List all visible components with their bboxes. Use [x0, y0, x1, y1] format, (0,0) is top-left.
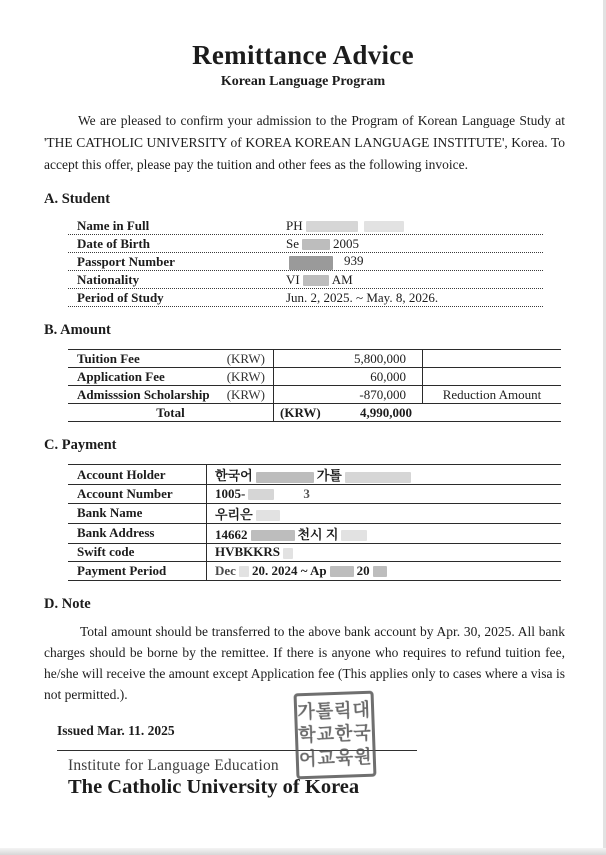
university-name: The Catholic University of Korea — [68, 775, 360, 798]
field-value-swift-code — [207, 543, 562, 562]
field-label-dob: Date of Birth — [77, 235, 150, 251]
field-label-bank-address: Bank Address — [68, 523, 207, 543]
value-text: 한국어 — [215, 468, 253, 483]
redaction-box — [341, 530, 367, 541]
value-text: 14662 — [215, 526, 248, 542]
field-value-bank-name — [207, 503, 562, 523]
section-heading-payment: C. Payment — [44, 437, 117, 453]
redaction-box — [306, 221, 358, 232]
fee-note: Reduction Amount — [423, 386, 562, 404]
value-text: AM — [331, 271, 353, 287]
table-row — [68, 543, 561, 562]
university-seal-stamp — [294, 691, 377, 780]
field-label-bank-name: Bank Name — [68, 503, 207, 523]
field-value-nationality — [286, 272, 543, 288]
value-text: Se — [286, 235, 299, 251]
amount-table — [68, 349, 561, 422]
field-value-payment-period — [207, 562, 562, 581]
table-row — [68, 368, 561, 386]
table-row — [68, 523, 561, 543]
field-value-bank-address — [207, 523, 562, 543]
field-value-name — [286, 218, 543, 234]
redaction-box — [248, 489, 274, 500]
redaction-box — [345, 472, 411, 483]
redaction-box — [373, 566, 387, 577]
page-title: Remittance Advice — [192, 40, 414, 70]
value-text: VI — [286, 271, 300, 287]
scan-edge-bottom — [0, 848, 606, 855]
redaction-box — [251, 530, 295, 541]
value-text: 2005 — [333, 235, 359, 251]
value-text: 3 — [303, 485, 310, 501]
table-row — [68, 289, 543, 307]
fee-note — [423, 368, 562, 386]
value-text: Dec — [215, 562, 236, 578]
seal-text-line: 어교육원 — [298, 746, 373, 769]
field-value-period-of-study: Jun. 2, 2025. ~ May. 8, 2026. — [286, 289, 439, 305]
redaction-box — [330, 566, 354, 577]
table-row — [68, 235, 543, 253]
field-label-period-of-study: Period of Study — [77, 289, 164, 305]
value-text: 20 — [356, 562, 370, 578]
fee-value: 5,800,000 — [274, 350, 423, 368]
redaction-box — [256, 472, 314, 483]
field-value-account-number — [207, 485, 562, 504]
section-heading-amount: B. Amount — [44, 322, 111, 338]
fee-label: Application Fee — [77, 368, 165, 384]
field-label-name: Name in Full — [77, 217, 150, 233]
table-row — [68, 350, 561, 368]
intro-paragraph: We are pleased to confirm your admission to the Program of Korean Language Study at 'THE CATHOLIC UNIVERSITY of KOREA KOREAN LANGUAGE INSTITUTE', Korea. To accept this offer, please pay the tuition and other fees as the following invoice. — [44, 113, 565, 172]
value-text: 천시 지 — [297, 526, 339, 542]
value-text: 가톨 — [316, 468, 342, 483]
value-text: 우리은 — [215, 506, 253, 522]
seal-text-line: 가톨릭대 — [297, 699, 372, 723]
fee-label: Admisssion Scholarship — [77, 386, 210, 402]
table-row — [68, 386, 561, 404]
total-label: Total — [68, 404, 274, 422]
redaction-box — [303, 275, 329, 286]
redaction-box — [256, 510, 280, 521]
table-row-total — [68, 404, 561, 422]
seal-text-line: 학교한국 — [297, 723, 373, 746]
field-value-dob — [286, 236, 543, 252]
institute-name: Institute for Language Education — [68, 756, 279, 774]
payment-table — [68, 464, 561, 581]
value-text: 20. 2024 ~ Ap — [251, 562, 327, 578]
currency-label: (KRW) — [280, 404, 321, 420]
value-text: HVBKKRS — [215, 544, 281, 560]
field-value-passport — [286, 253, 543, 269]
note-paragraph: Total amount should be transferred to the above bank account by Apr. 30, 2025. All bank charges should be borne by the remittee. If there is anyone who requires to refund tuition fee, he/she will receive the amount except Application fee (This applies only to cases where a visa is not permitted.). — [44, 623, 565, 702]
currency-label: (KRW) — [226, 368, 265, 384]
section-heading-student: A. Student — [44, 191, 111, 207]
table-row — [68, 271, 543, 289]
table-row — [68, 562, 561, 581]
field-label-swift-code: Swift code — [68, 543, 207, 562]
total-value: 4,990,000 — [360, 404, 412, 420]
field-label-account-number: Account Number — [68, 485, 207, 504]
redaction-box — [289, 256, 333, 270]
page-subtitle: Korean Language Program — [220, 74, 386, 89]
fee-value: 60,000 — [274, 368, 423, 386]
redaction-box — [302, 239, 330, 250]
redaction-box — [364, 221, 404, 232]
table-row — [68, 485, 561, 504]
field-value-account-holder — [207, 465, 562, 485]
fee-label: Tuition Fee — [77, 350, 140, 366]
table-row — [68, 253, 543, 271]
fee-note — [423, 350, 562, 368]
section-heading-note: D. Note — [44, 595, 91, 612]
table-row — [68, 217, 543, 235]
table-row — [68, 503, 561, 523]
value-text: PH — [286, 217, 303, 233]
issued-date: Issued Mar. 11. 2025 — [57, 722, 175, 738]
field-label-payment-period: Payment Period — [68, 562, 207, 581]
redaction-box — [283, 548, 293, 559]
value-text: 939 — [344, 253, 364, 269]
value-text: 1005- — [215, 485, 246, 501]
currency-label: (KRW) — [226, 350, 265, 366]
redaction-box — [239, 566, 249, 577]
fee-value: -870,000 — [274, 386, 423, 404]
student-table — [68, 217, 543, 307]
table-row — [68, 465, 561, 485]
field-label-account-holder: Account Holder — [68, 465, 207, 485]
field-label-nationality: Nationality — [77, 271, 140, 287]
field-label-passport: Passport Number — [77, 253, 175, 269]
currency-label: (KRW) — [226, 386, 265, 402]
